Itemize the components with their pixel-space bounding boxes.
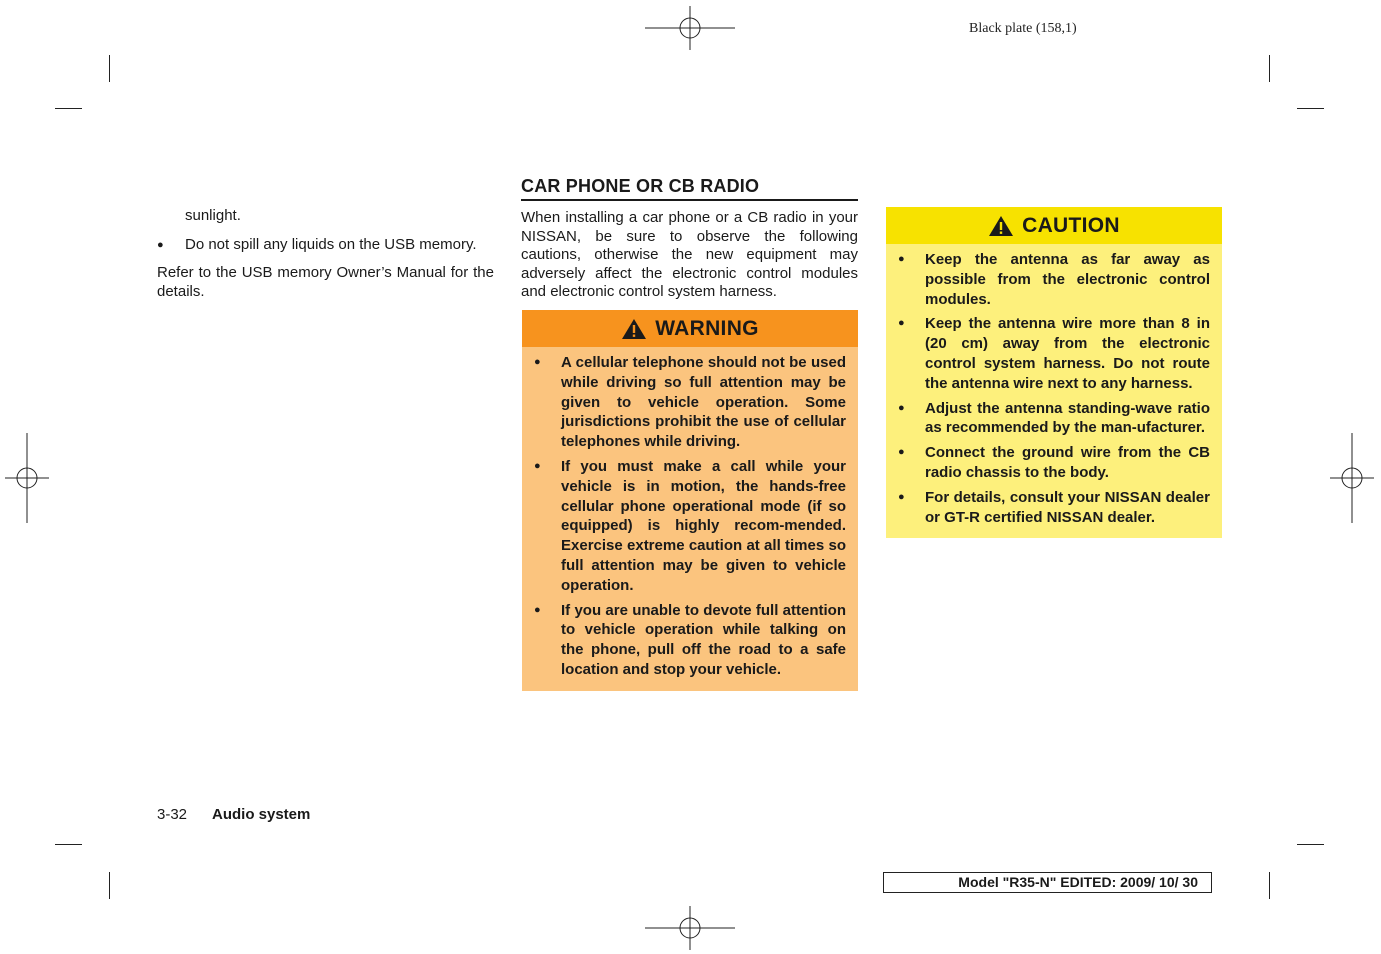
list-item — [534, 601, 846, 680]
intro-paragraph: When installing a car phone or a CB radio in your NISSAN, be sure to observe the following cautions, otherwise the new equipment may adversely affect the electronic control modules and electronic control system harness. — [521, 209, 858, 300]
continuation-text: sunlight. — [185, 207, 241, 224]
warning-body — [522, 347, 858, 691]
list-item — [157, 236, 494, 255]
warning-item-text: A cellular telephone should not be used while driving so full attention may be given to vehicle operation. Some jurisdictions prohibit the use of cellular telephones while driving. — [561, 354, 846, 451]
section-name: Audio system — [212, 806, 311, 823]
caution-body — [886, 244, 1222, 538]
warning-item-text: If you are unable to devote full attention to vehicle operation while talking on the phone, pull off the road to a safe location and stop your vehicle. — [561, 601, 846, 678]
list-item — [898, 250, 1210, 309]
warning-triangle-icon — [621, 318, 647, 340]
list-item — [534, 457, 846, 596]
warning-header — [522, 310, 858, 347]
reference-paragraph: Refer to the USB memory Owner’s Manual for the details. — [157, 264, 494, 300]
list-item — [534, 353, 846, 452]
list-item — [898, 399, 1210, 439]
plate-label: Black plate (158,1) — [969, 21, 1077, 36]
section-heading: CAR PHONE OR CB RADIO — [521, 176, 858, 201]
caution-title: CAUTION — [1022, 213, 1120, 237]
caution-item-text: Keep the antenna wire more than 8 in (20 cm) away from the electronic control system harness. Do not route the antenna wire next to any harness. — [925, 315, 1210, 392]
caution-item-text: Connect the ground wire from the CB radio chassis to the body. — [925, 444, 1210, 481]
caution-header — [886, 207, 1222, 244]
list-item — [898, 443, 1210, 483]
bullet-icon: ● — [898, 253, 905, 265]
bullet-icon: ● — [898, 446, 905, 459]
bullet-icon: ● — [534, 459, 541, 472]
caution-triangle-icon — [988, 215, 1014, 237]
caution-item-text: For details, consult your NISSAN dealer or GT-R certified NISSAN dealer. — [925, 488, 1210, 526]
caution-box — [886, 207, 1222, 538]
list-item — [898, 314, 1210, 393]
warning-box — [522, 310, 858, 691]
registration-mark-bottom — [645, 906, 735, 950]
registration-mark-left — [5, 433, 49, 523]
bullet-icon: ● — [157, 238, 164, 251]
bullet-icon: ● — [898, 317, 905, 330]
list-item — [898, 488, 1210, 528]
model-stamp: Model "R35-N" EDITED: 2009/ 10/ 30 — [883, 872, 1212, 893]
section-intro — [521, 209, 858, 302]
caution-item-text: Keep the antenna as far away as possible from the electronic control modules. — [925, 251, 1210, 308]
bullet-icon: ● — [534, 603, 541, 616]
left-column — [157, 207, 494, 311]
warning-title: WARNING — [655, 316, 759, 340]
registration-mark-top — [645, 6, 735, 50]
registration-mark-right — [1330, 433, 1374, 523]
page-number: 3-32 — [157, 806, 188, 823]
bullet-icon: ● — [898, 401, 905, 414]
warning-item-text: If you must make a call while your vehicle is in motion, the hands-free cellular phone operational mode (if so equipped) is highly recom-mended. Exercise extreme caution at all times so full attention may be given to vehicle operation. — [561, 457, 846, 594]
caution-item-text: Adjust the antenna standing-wave ratio as recommended by the man-ufacturer. — [925, 399, 1210, 437]
bullet-text: Do not spill any liquids on the USB memory. — [185, 235, 477, 253]
bullet-icon: ● — [898, 490, 905, 503]
bullet-icon: ● — [534, 356, 541, 368]
